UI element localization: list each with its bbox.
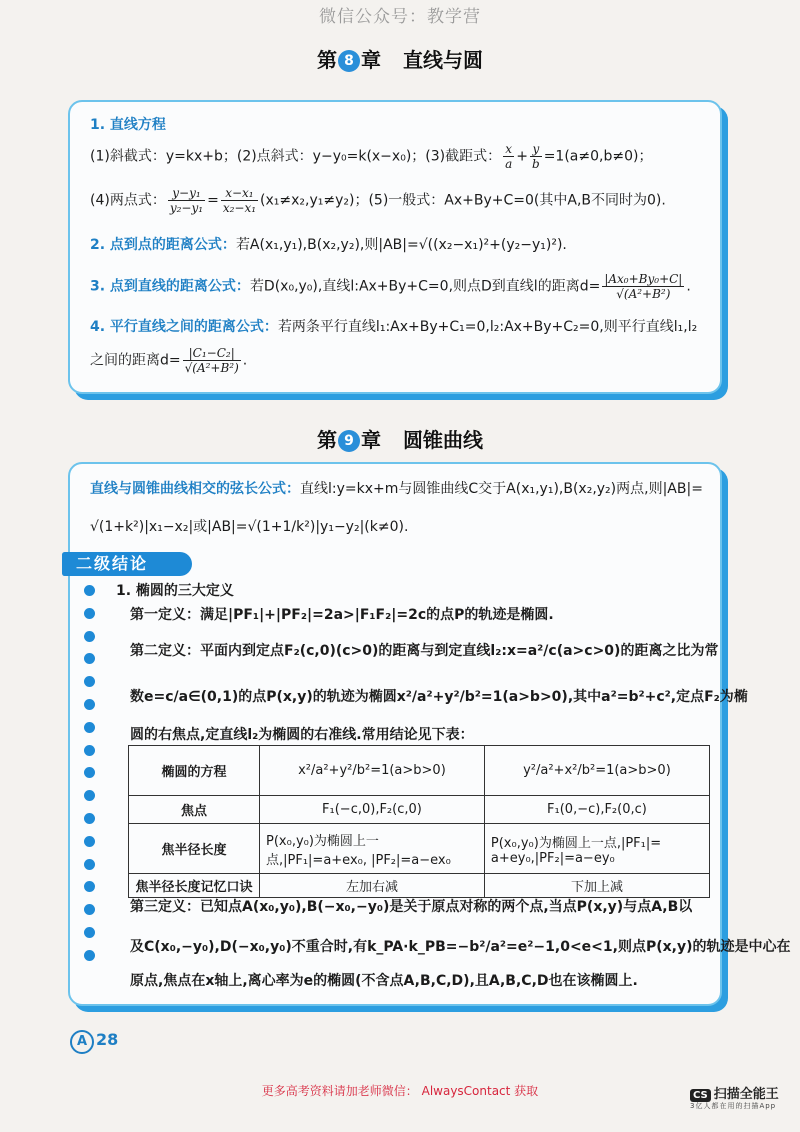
table-cell: 焦半径长度记忆口诀 bbox=[129, 874, 260, 898]
table-row bbox=[129, 874, 710, 898]
table-row bbox=[129, 824, 710, 874]
watermark: 微信公众号：教学营 bbox=[319, 7, 481, 27]
chapter-title: 圆锥曲线 bbox=[403, 428, 483, 452]
first-definition: 第一定义：满足|PF₁|+|PF₂|=2a>|F₁F₂|=2c的点P的轨迹是椭圆. bbox=[130, 607, 554, 623]
third-definition: 第三定义：已知点A(x₀,y₀),B(−x₀,−y₀)是关于原点对称的两个点,当点P(x,y)与点A,B以 bbox=[130, 899, 693, 915]
chapter-8-box bbox=[68, 100, 722, 394]
ellipse-definitions-title: 1. 椭圆的三大定义 bbox=[116, 583, 234, 599]
second-definition-2: 数e=c/a∈(0,1)的点P(x,y)的轨迹为椭圆x²/a²+y²/b²=1(a>b>0),其中a²=b²+c²,定点F₂为椭 bbox=[130, 689, 748, 705]
table-cell: F₁(0,−c),F₂(0,c) bbox=[484, 796, 709, 824]
chapter-9-box bbox=[68, 462, 791, 1006]
formula-line: (4)两点式： $\frac{\text{y−y₁}}{\text{y₂−y₁}}$ = $\frac{\text{x−x₁}}{\text{x₂−x₁}}$ (x₁≠x₂,y₁≠y₂)；(5)一般式：Ax+By+C=0(其中A,B不同时为0). bbox=[90, 186, 666, 215]
footer-note: 更多高考资料请加老师微信： AlwaysContact 获取 bbox=[261, 1084, 539, 1098]
second-definition-3: 圆的右焦点,定直线l₂为椭圆的右准线.常用结论见下表： bbox=[130, 727, 474, 743]
page-number: A 28 bbox=[70, 1030, 118, 1054]
table-cell: 焦半径长度 bbox=[129, 824, 260, 874]
second-definition: 第二定义：平面内到定点F₂(c,0)(c>0)的距离与到定直线l₂:x=a²/c(a>c>0)的距离之比为常 bbox=[130, 643, 719, 659]
formula-line: 之间的距离d= $\frac{\text{|C₁−C₂|}}{\text{√(A²+B²)}}$ . bbox=[90, 346, 248, 375]
chapter-number-badge: 9 bbox=[338, 430, 360, 452]
table-cell: 左加右减 bbox=[260, 874, 485, 898]
ellipse-table bbox=[128, 745, 710, 898]
chapter-title: 直线与圆 bbox=[403, 48, 483, 72]
table-cell: 焦点 bbox=[129, 796, 260, 824]
table-row bbox=[129, 746, 710, 796]
table-cell: F₁(−c,0),F₂(c,0) bbox=[260, 796, 485, 824]
table-cell: P(x₀,y₀)为椭圆上一点,|PF₁|=a+ex₀, |PF₂|=a−ex₀ bbox=[260, 824, 485, 874]
formula-line: 3. 点到直线的距离公式：若D(x₀,y₀),直线l:Ax+By+C=0,则点D到直线l的距离d= $\frac{\text{|Ax₀+By₀+C|}}{\text{√(A²+B²)}}$ . bbox=[90, 272, 691, 301]
table-cell: 椭圆的方程 bbox=[129, 746, 260, 796]
third-definition-3: 原点,焦点在x轴上,离心率为e的椭圆(不含点A,B,C,D),且A,B,C,D也在该椭圆上. bbox=[130, 973, 638, 989]
chapter-number-badge: 8 bbox=[338, 50, 360, 72]
chord-formula: 直线与圆锥曲线相交的弦长公式：直线l:y=kx+m与圆锥曲线C交于A(x₁,y₁),B(x₂,y₂)两点,则|AB|= bbox=[90, 481, 703, 497]
table-cell: x²/a²+y²/b²=1(a>b>0) bbox=[260, 746, 485, 796]
table-row bbox=[129, 796, 710, 824]
chord-formula-2: √(1+k²)|x₁−x₂|或|AB|=√(1+1/k²)|y₁−y₂|(k≠0). bbox=[90, 519, 409, 535]
secondary-conclusion-badge: 二级结论 bbox=[62, 552, 192, 576]
table-cell: P(x₀,y₀)为椭圆上一点,|PF₁|= a+ey₀,|PF₂|=a−ey₀ bbox=[484, 824, 709, 874]
formula-line: (1)斜截式：y=kx+b；(2)点斜式：y−y₀=k(x−x₀)；(3)截距式： $\frac{x}{a}$ + $\frac{y}{b}$ =1(a≠0,b≠0)； bbox=[90, 142, 653, 171]
chapter-9-heading: 第 9 章 圆锥曲线 bbox=[317, 428, 483, 452]
logo-icon: A bbox=[70, 1030, 94, 1054]
formula-line: 4. 平行直线之间的距离公式：若两条平行直线l₁:Ax+By+C₁=0,l₂:Ax+By+C₂=0,则平行直线l₁,l₂ bbox=[90, 319, 698, 335]
scanner-tagline: 3亿人都在用的扫描App bbox=[690, 1102, 777, 1110]
scanner-logo: CS 扫描全能王 bbox=[690, 1083, 779, 1102]
table-cell: y²/a²+x²/b²=1(a>b>0) bbox=[484, 746, 709, 796]
binding-dots bbox=[84, 585, 98, 973]
table-cell: 下加上减 bbox=[484, 874, 709, 898]
formula-line: 2. 点到点的距离公式：若A(x₁,y₁),B(x₂,y₂),则|AB|=√((x₂−x₁)²+(y₂−y₁)²). bbox=[90, 237, 567, 253]
chapter-8-heading: 第 8 章 直线与圆 bbox=[317, 48, 483, 72]
section-title: 1. 直线方程 bbox=[90, 117, 166, 133]
third-definition-2: 及C(x₀,−y₀),D(−x₀,y₀)不重合时,有k_PA·k_PB=−b²/a²=e²−1,0<e<1,则点P(x,y)的轨迹是中心在 bbox=[130, 939, 791, 955]
